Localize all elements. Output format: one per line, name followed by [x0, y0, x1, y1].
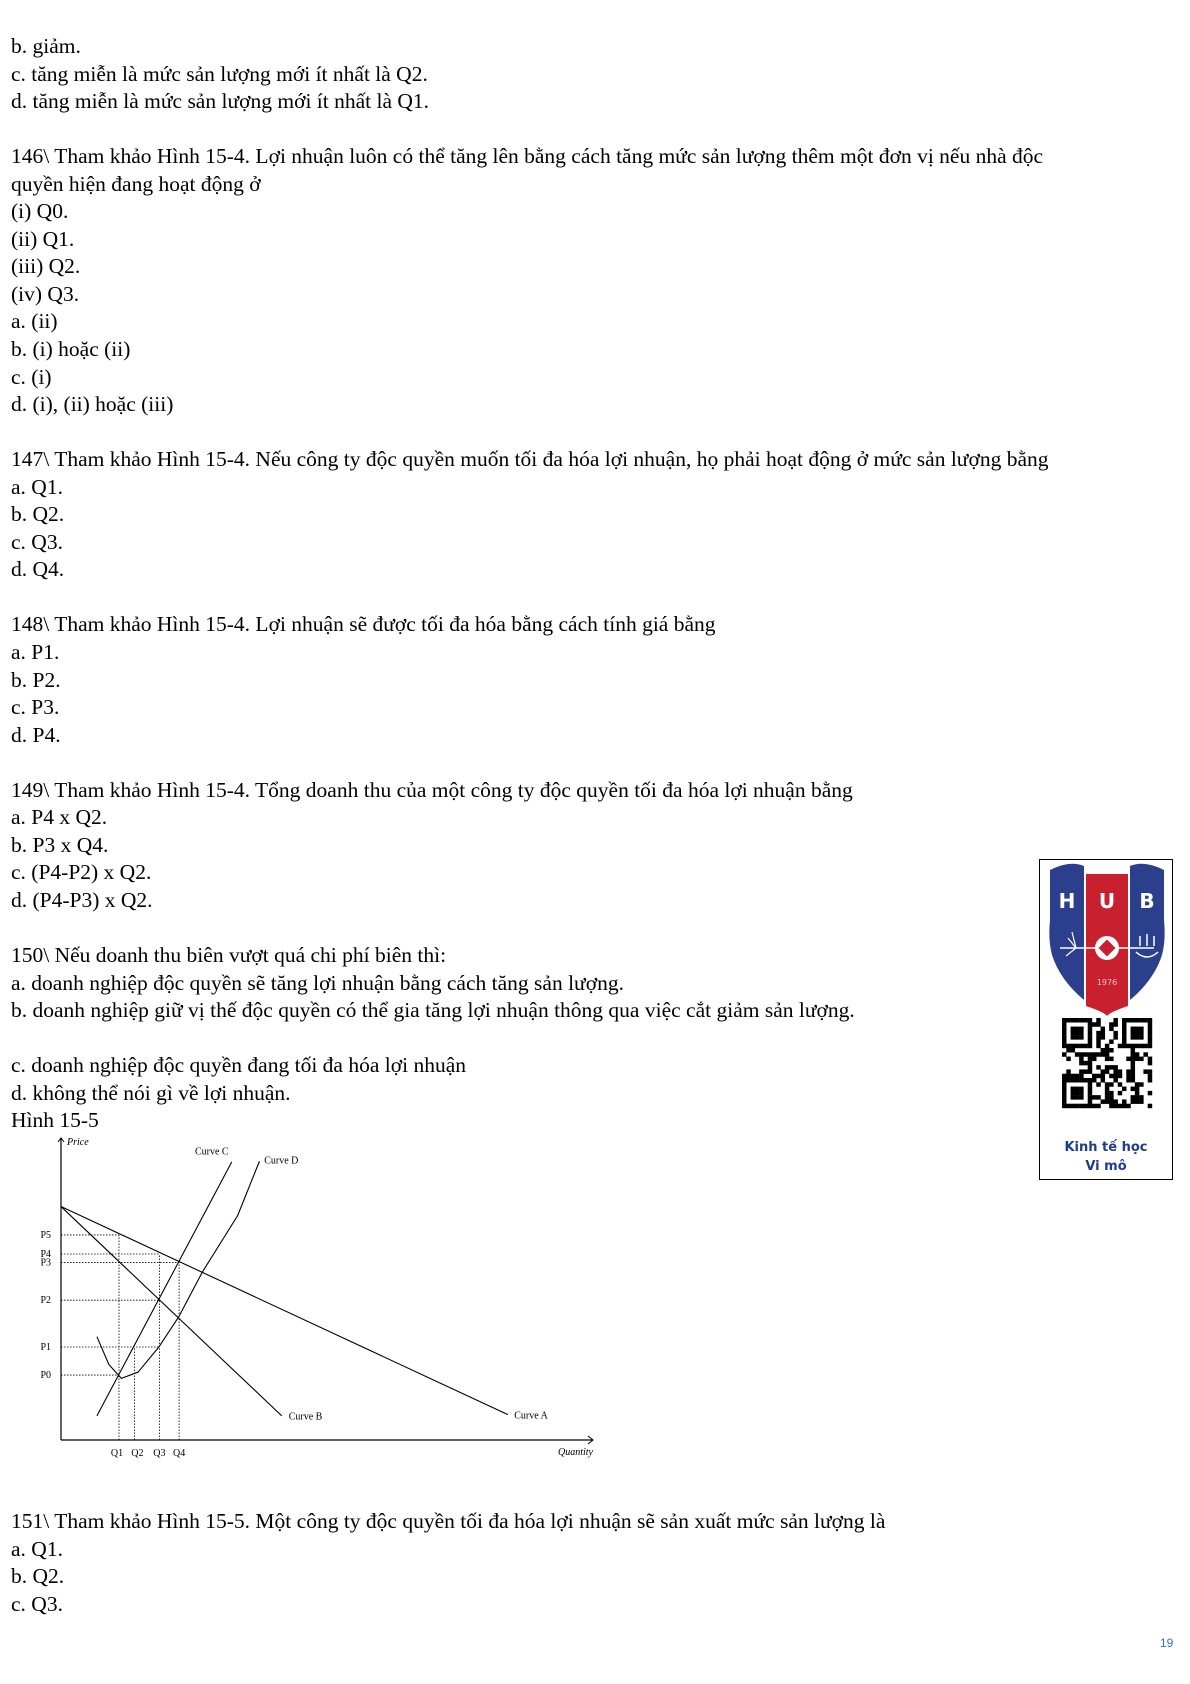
text-line: c. (i) [11, 364, 52, 389]
text-line: (ii) Q1. [11, 226, 75, 251]
blank-line [11, 915, 1181, 943]
text-line: d. tăng miễn là mức sản lượng mới ít nhất là Q1. [11, 89, 430, 114]
text-line: 150\ Nếu doanh thu biên vượt quá chi phí biên thì: [11, 943, 447, 968]
text-line: a. P4 x Q2. [11, 805, 108, 830]
text-line: c. Q3. [11, 1591, 63, 1616]
svg-text:U: U [1098, 889, 1116, 913]
curve-b-line [61, 1207, 282, 1416]
text-line: 147\ Tham khảo Hình 15-4. Nếu công ty độc quyền muốn tối đa hóa lợi nhuận, họ phải hoạt động ở mức sản lượng bằng [11, 447, 1049, 472]
text-line: b. Q2. [11, 502, 65, 527]
curve-c-label: Curve C [194, 1146, 229, 1158]
text-line: d. (i), (ii) hoặc (iii) [11, 392, 174, 417]
logo-caption [1040, 1138, 1172, 1176]
text-line: 146\ Tham khảo Hình 15-4. Lợi nhuận luôn có thể tăng lên bằng cách tăng mức sản lượng thêm một đơn vị nếu nhà độc [11, 144, 1044, 169]
text-line: a. doanh nghiệp độc quyền sẽ tăng lợi nhuận bằng cách tăng sản lượng. [11, 970, 624, 995]
svg-text:1976: 1976 [1096, 978, 1118, 987]
text-line: b. doanh nghiệp giữ vị thế độc quyền có thể gia tăng lợi nhuận thông qua việc cắt giảm sản lượng. [11, 998, 855, 1023]
text-line: quyền hiện đang hoạt động ở [11, 171, 261, 196]
qr-code-icon [1062, 1018, 1152, 1108]
text-line: b. P3 x Q4. [11, 832, 109, 857]
document-text-bottom [11, 1508, 1181, 1618]
page-number: 19 [1160, 1636, 1174, 1650]
text-line: 149\ Tham khảo Hình 15-4. Tổng doanh thu của một công ty độc quyền tối đa hóa lợi nhuận bằng [11, 777, 853, 802]
text-line: (i) Q0. [11, 199, 69, 224]
y-axis-label: Price [67, 1137, 89, 1148]
curve-a-line [61, 1207, 508, 1415]
price-tick-p5: P5 [40, 1229, 51, 1241]
price-tick-p0: P0 [40, 1370, 51, 1382]
text-line: 151\ Tham khảo Hình 15-5. Một công ty độc quyền tối đa hóa lợi nhuận sẽ sản xuất mức sản lượng là [11, 1509, 886, 1533]
curve-a-label: Curve A [514, 1410, 548, 1422]
text-line: a. Q1. [11, 474, 63, 499]
text-line: a. P1. [11, 640, 60, 665]
quantity-tick-q1: Q1 [110, 1448, 124, 1459]
curve-d-label: Curve D [264, 1155, 299, 1167]
document-text-top [11, 33, 1181, 1135]
text-line: c. P3. [11, 695, 60, 720]
text-line: d. (P4-P3) x Q2. [11, 887, 153, 912]
text-line: c. doanh nghiệp độc quyền đang tối đa hóa lợi nhuận [11, 1053, 466, 1078]
svg-text:H: H [1058, 889, 1076, 913]
quantity-tick-q3: Q3 [153, 1448, 166, 1459]
quantity-tick-q2: Q2 [131, 1448, 144, 1459]
svg-text:B: B [1139, 889, 1155, 913]
blank-line [11, 116, 1181, 144]
text-line: d. P4. [11, 722, 61, 747]
text-line: a. Q1. [11, 1536, 63, 1561]
figure-15-5-chart [0, 1120, 620, 1480]
blank-line [11, 584, 1181, 612]
text-line: a. (ii) [11, 309, 58, 334]
price-tick-p2: P2 [40, 1295, 51, 1307]
text-line: b. giảm. [11, 34, 81, 58]
price-tick-p3: P3 [40, 1257, 51, 1269]
logo-caption-line1: Kinh tế học [1064, 1140, 1148, 1155]
blank-line [11, 419, 1181, 447]
text-line: Hình 15-5 [11, 1108, 99, 1133]
text-line: c. (P4-P2) x Q2. [11, 860, 152, 885]
hub-logo-panel [1039, 859, 1173, 1180]
price-tick-p4: P4 [40, 1248, 51, 1260]
text-line: b. Q2. [11, 1564, 65, 1589]
logo-caption-line2: Vi mô [1085, 1159, 1127, 1174]
text-line: 148\ Tham khảo Hình 15-4. Lợi nhuận sẽ được tối đa hóa bằng cách tính giá bằng [11, 612, 716, 637]
text-line: c. Q3. [11, 529, 63, 554]
x-axis-label: Quantity [558, 1447, 593, 1458]
text-line: c. tăng miễn là mức sản lượng mới ít nhất là Q2. [11, 61, 428, 86]
price-tick-p1: P1 [40, 1341, 51, 1353]
blank-line [11, 1025, 1181, 1053]
text-line: (iii) Q2. [11, 254, 81, 279]
text-line: b. P2. [11, 667, 61, 692]
text-line: (iv) Q3. [11, 281, 80, 306]
text-line: b. (i) hoặc (ii) [11, 337, 131, 362]
curve-d-line [97, 1161, 260, 1378]
blank-line [11, 749, 1181, 777]
hub-shield-logo [1040, 860, 1174, 1140]
quantity-tick-q4: Q4 [172, 1448, 186, 1459]
curve-c-line [97, 1162, 232, 1416]
curve-b-label: Curve B [288, 1411, 323, 1423]
text-line: d. không thể nói gì về lợi nhuận. [11, 1080, 291, 1105]
text-line: d. Q4. [11, 557, 65, 582]
